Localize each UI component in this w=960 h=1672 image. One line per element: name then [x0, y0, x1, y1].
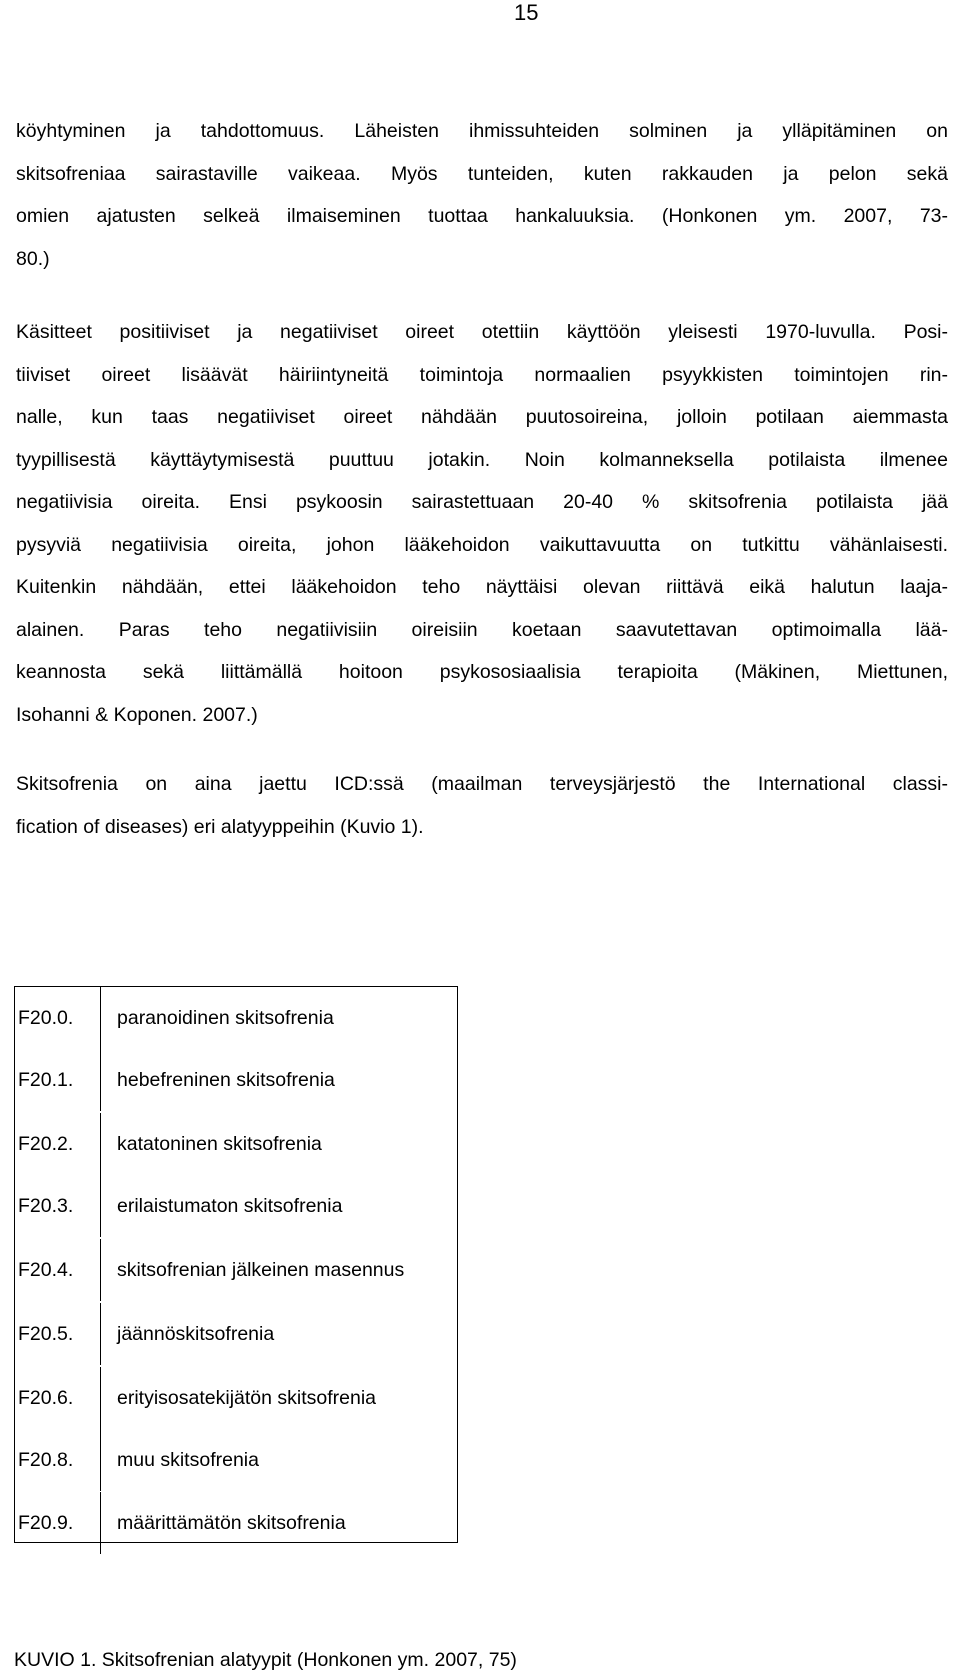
table-row: [15, 1367, 457, 1429]
icd-code-cell: F20.9.: [15, 1492, 101, 1554]
table-row: [15, 1239, 457, 1301]
text-line: Käsitteet positiiviset ja negatiiviset oireet otettiin käyttöön yleisesti 1970-luvulla. Posi-: [16, 321, 948, 343]
table-row: [15, 1492, 457, 1554]
icd-name-cell: jäännöskitsofrenia: [117, 1323, 275, 1345]
icd-name-cell: katatoninen skitsofrenia: [117, 1133, 322, 1155]
icd-name-cell: määrittämätön skitsofrenia: [117, 1512, 346, 1534]
icd-code-cell: F20.2.: [15, 1113, 101, 1175]
table-row: [15, 1049, 457, 1111]
text-line: alainen. Paras teho negatiivisiin oireisiin koetaan saavutettavan optimoimalla lää-: [16, 618, 948, 641]
text-line: Kuitenkin nähdään, ettei lääkehoidon teho näyttäisi olevan riittävä eikä halutun laaja-: [16, 576, 948, 598]
text-line: 80.): [16, 247, 50, 270]
icd-code-cell: F20.8.: [15, 1429, 101, 1491]
icd-name-cell: erilaistumaton skitsofrenia: [117, 1195, 343, 1217]
icd-name-cell: erityisosatekijätön skitsofrenia: [117, 1387, 377, 1409]
text-line: pysyviä negatiivisia oireita, johon lääkehoidon vaikuttavuutta on tutkittu vähänlaisesti.: [16, 533, 948, 556]
text-line: omien ajatusten selkeä ilmaiseminen tuottaa hankaluuksia. (Honkonen ym. 2007, 73-: [16, 205, 948, 227]
paragraph-positive-negative-symptoms: [16, 311, 948, 736]
text-line: negatiivisia oireita. Ensi psykoosin sairastettuaan 20-40 % skitsofrenia potilaista jää: [16, 491, 948, 513]
icd-name-cell: paranoidinen skitsofrenia: [117, 1007, 334, 1029]
text-line: Isohanni & Koponen. 2007.): [16, 703, 258, 726]
table-row: [15, 1113, 457, 1175]
text-line: fication of diseases) eri alatyyppeihin (Kuvio 1).: [16, 815, 424, 838]
page-number: 15: [514, 0, 539, 25]
icd-subtype-table: [14, 986, 458, 1543]
table-row: [15, 987, 457, 1049]
text-line: tiiviset oireet lisäävät häiriintyneitä toimintoja normaalien psyykkisten toimintojen rin-: [16, 363, 948, 386]
icd-code-cell: F20.6.: [15, 1367, 101, 1429]
table-row: [15, 1429, 457, 1491]
icd-code-cell: F20.3.: [15, 1175, 101, 1237]
figure-caption: KUVIO 1. Skitsofrenian alatyypit (Honkonen ym. 2007, 75): [14, 1649, 517, 1671]
table-row: [15, 1175, 457, 1237]
paragraph-icd-classification: [16, 763, 948, 848]
text-line: Skitsofrenia on aina jaettu ICD:ssä (maailman terveysjärjestö the International classi-: [16, 773, 948, 795]
text-line: nalle, kun taas negatiiviset oireet nähdään puutosoireina, jolloin potilaan aiemmasta: [16, 406, 948, 428]
text-line: skitsofreniaa sairastaville vaikeaa. Myös tunteiden, kuten rakkauden ja pelon sekä: [16, 162, 948, 185]
icd-name-cell: muu skitsofrenia: [117, 1449, 259, 1471]
icd-code-cell: F20.5.: [15, 1303, 101, 1365]
text-line: keannosta sekä liittämällä hoitoon psykososiaalisia terapioita (Mäkinen, Miettunen,: [16, 661, 948, 683]
paragraph-negative-symptoms-intro: [16, 110, 948, 280]
text-line: tyypillisestä käyttäytymisestä puuttuu jotakin. Noin kolmanneksella potilaista ilmenee: [16, 448, 948, 471]
icd-name-cell: hebefreninen skitsofrenia: [117, 1069, 335, 1091]
icd-code-cell: F20.0.: [15, 987, 101, 1049]
icd-code-cell: F20.1.: [15, 1049, 101, 1111]
icd-name-cell: skitsofrenian jälkeinen masennus: [117, 1259, 405, 1281]
icd-code-cell: F20.4.: [15, 1239, 101, 1301]
table-row: [15, 1303, 457, 1365]
text-line: köyhtyminen ja tahdottomuus. Läheisten ihmissuhteiden solminen ja ylläpitäminen on: [16, 120, 948, 142]
